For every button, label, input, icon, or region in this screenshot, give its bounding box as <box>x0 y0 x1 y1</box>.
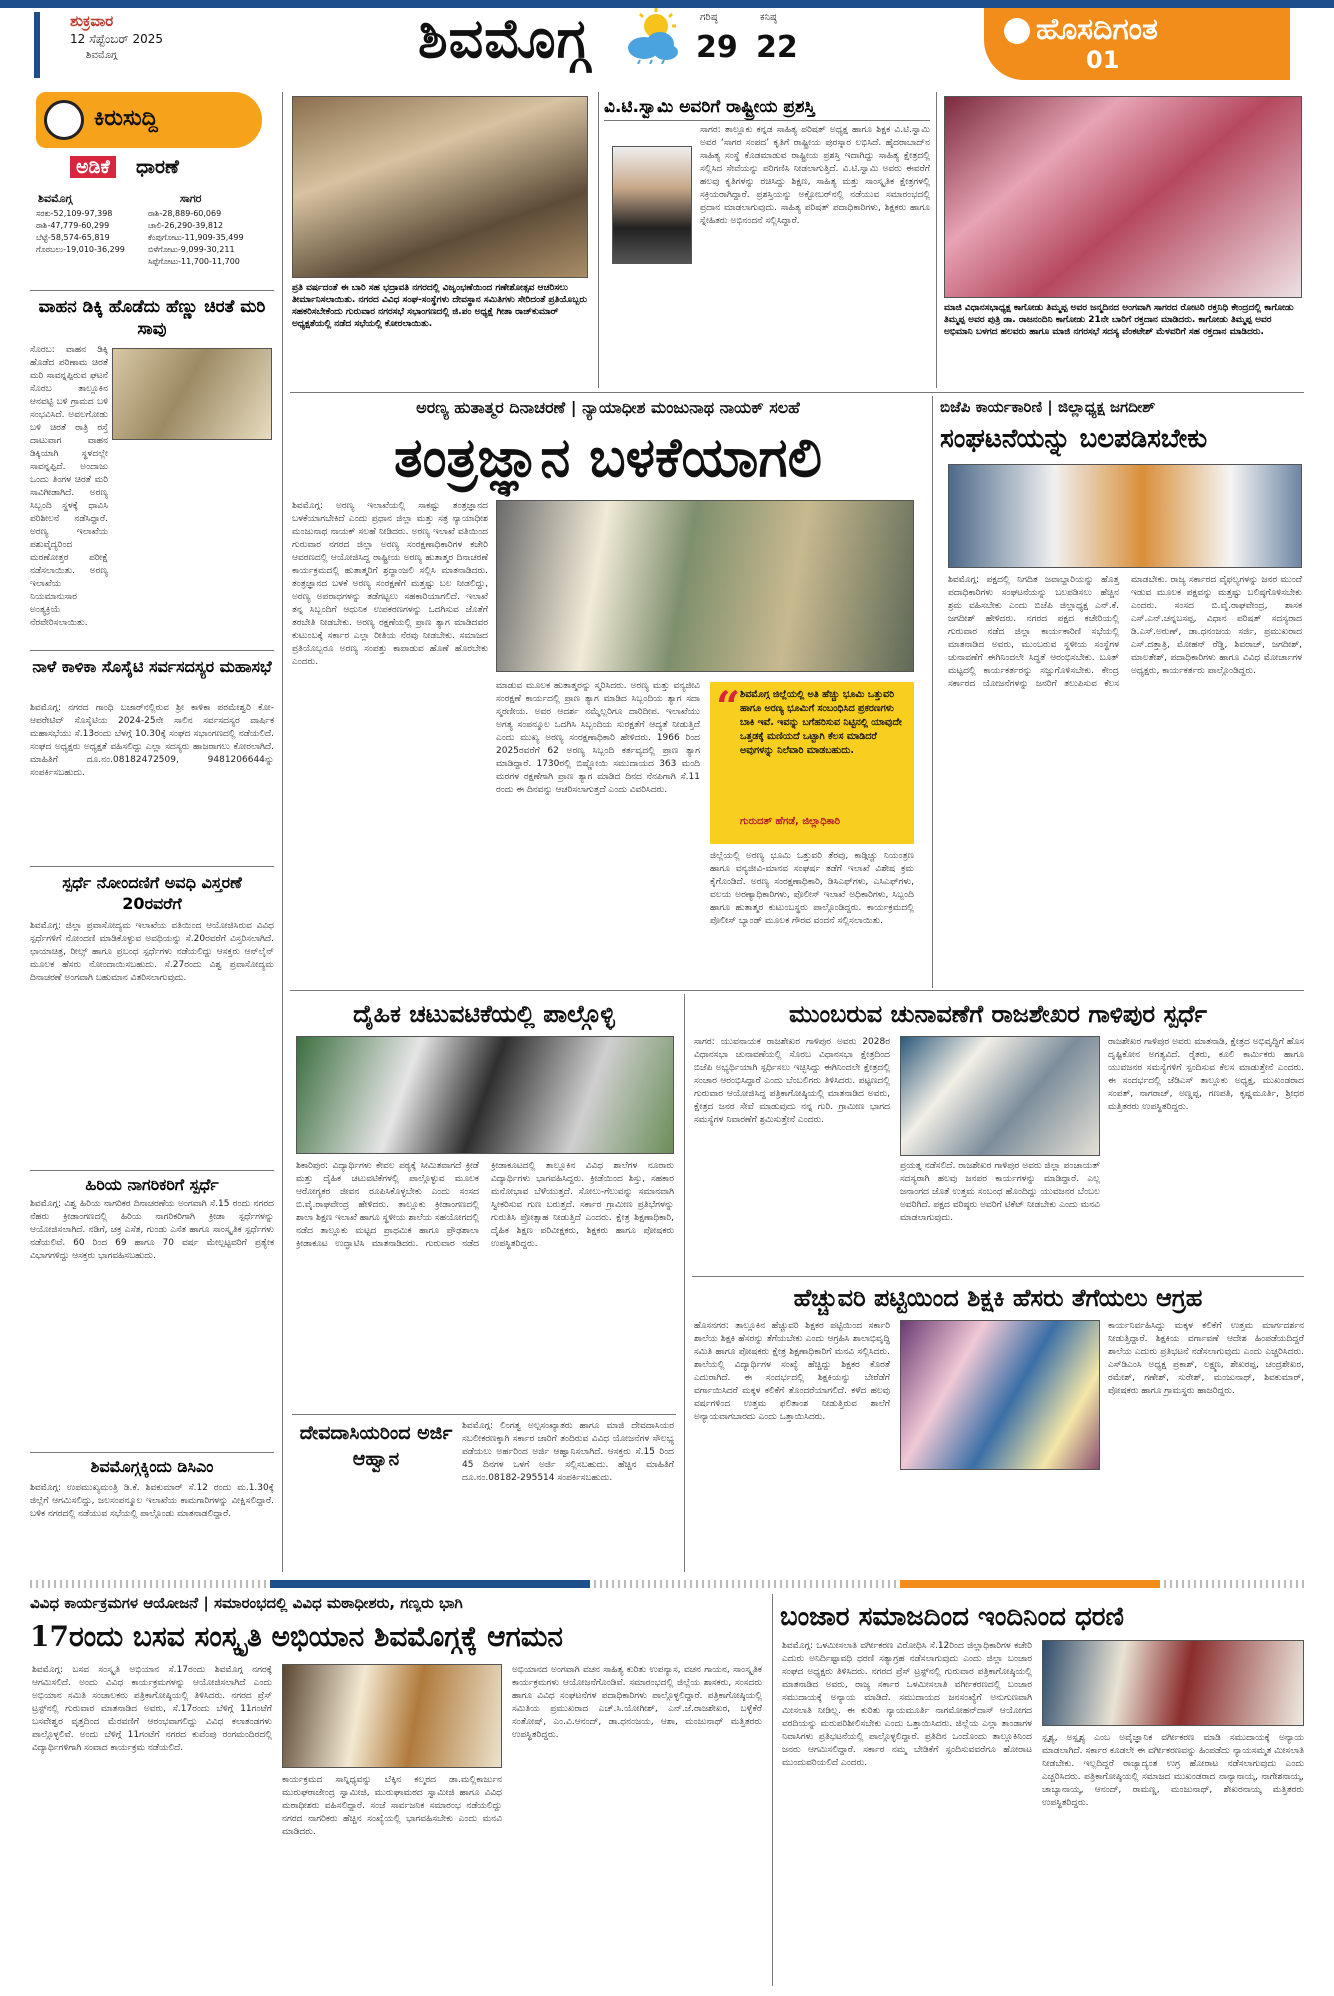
price-row: ರಾಶಿ-28,889-60,069 <box>148 209 222 218</box>
quote-author: ಗುರುದತ್ ಹೆಗಡೆ, ಜಿಲ್ಲಾಧಿಕಾರಿ <box>740 816 841 827</box>
lead-kicker: ಅರಣ್ಯ ಹುತಾತ್ಮರ ದಿನಾಚರಣೆ | ನ್ಯಾಯಾಧೀಶ ಮಂಜುನಾಥ ನಾಯಕ್ ಸಲಹೆ <box>416 398 800 417</box>
basava-body: ಶಿವಮೊಗ್ಗ: ಬಸವ ಸಂಸ್ಕೃತಿ ಅಭಿಯಾನ ಸೆ.17ರಂದು ಶಿವಮೊಗ್ಗ ನಗರಕ್ಕೆ ಆಗಮಿಸಲಿದೆ. ಅಂದು ವಿವಿಧ ಕಾರ್ಯಕ್ರಮಗಳನ್ನು ಆಯೋಜಿಸಲಾಗಿದೆ ಎಂದು ಅಭಿಯಾನ ಸಮಿತಿ ಸಂಚಾಲಕರು ಪತ್ರಿಕಾಗೋಷ್ಠಿಯಲ್ಲಿ ತಿಳಿಸಿದರು. ನಗರದ ಪ್ರೆಸ್ ಟ್ರಸ್ಟ್‌ನಲ್ಲಿ ಗುರುವಾರ ಮಾತನಾಡಿದ ಅವರು, ಸೆ.17ರಂದು ಬೆಳಿಗ್ಗೆ 11ಗಂಟೆಗೆ ಬಸವೇಶ್ವರ ವೃತ್ತದಿಂದ ಮೆರವಣಿಗೆ ಆರಂಭವಾಗಲಿದ್ದು ವಿವಿಧ ಕಲಾತಂಡಗಳು ಪಾಲ್ಗೊಳ್ಳಲಿವೆ. ಅಂದು ಬೆಳಿಗ್ಗೆ 11ಗಂಟೆಗೆ ನಗರದ ಕುವೆಂಪು ರಂಗಮಂದಿರದಲ್ಲಿ ವಿದ್ಯಾರ್ಥಿಗಳಿಗಾಗಿ ಸಂವಾದ ಕಾರ್ಯಕ್ರಮ ನಡೆಯಲಿದೆ. <box>32 1665 272 1753</box>
story-headline: ಶಿವಮೊಗ್ಗಕ್ಕಿಂದು ಡಿಸಿಎಂ <box>90 1457 214 1476</box>
price-row: ರಾಶಿ-47,779-60,299 <box>36 221 110 230</box>
election-body: ರಾಜಶೇಖರ ಗಾಳಿಪುರ ಅವರು ಮಾತನಾಡಿ, ಕ್ಷೇತ್ರದ ಅಭಿವೃದ್ಧಿಗೆ ಹೊಸ ದೃಷ್ಟಿಕೋನ ಅಗತ್ಯವಿದೆ. ರೈತರು, ಕೂಲಿ ಕಾರ್ಮಿಕರು ಹಾಗೂ ಯುವಜನರ ಸಮಸ್ಯೆಗಳಿಗೆ ಸ್ಪಂದಿಸುವ ಕೆಲಸ ಮಾಡುತ್ತೇನೆ ಎಂದರು. ಈ ಸಂದರ್ಭದಲ್ಲಿ ಜೆಡಿಎಸ್ ತಾಲ್ಲೂಕು ಅಧ್ಯಕ್ಷ, ಮುಖಂಡರಾದ ಸಂಪತ್, ನಾಗರಾಜ್, ಅಣ್ಣಪ್ಪ, ಗಣಪತಿ, ಕೃಷ್ಣಮೂರ್ತಿ, ಶ್ರೀಧರ ಮತ್ತಿತರರು ಉಪಸ್ಥಿತರಿದ್ದರು. <box>1108 1037 1304 1112</box>
bjp-headline: ಸಂಘಟನೆಯನ್ನು ಬಲಪಡಿಸಬೇಕು <box>940 424 1208 454</box>
basava-headline: 17ರಂದು ಬಸವ ಸಂಸ್ಕೃತಿ ಅಭಿಯಾನ ಶಿವಮೊಗ್ಗಕ್ಕೆ ಆಗಮನ <box>30 1620 563 1653</box>
market-left-list <box>36 208 154 256</box>
masthead <box>0 0 1334 86</box>
issue-day: ಶುಕ್ರವಾರ <box>70 12 114 30</box>
kirusuddi-banner <box>36 92 262 148</box>
election-photo <box>900 1036 1100 1156</box>
price-row: ಸಿಪ್ಪೆಗೋಟು-11,700-11,700 <box>148 257 240 266</box>
weather-min-label: ಕನಿಷ್ಠ <box>760 12 777 23</box>
section-divider-accent <box>270 1580 590 1588</box>
banjara-photo <box>1042 1640 1304 1726</box>
teachers-body: ಕಾರ್ಯನಿರ್ವಹಿಸಿದ್ದು ಮಕ್ಕಳ ಕಲಿಕೆಗೆ ಉತ್ತಮ ಮಾರ್ಗದರ್ಶನ ನೀಡುತ್ತಿದ್ದಾರೆ. ಶಿಕ್ಷಕಿಯ ವರ್ಗಾವಣೆ ಆದೇಶ ಹಿಂಪಡೆಯದಿದ್ದರೆ ಶಾಲೆಯ ಎದುರು ಪ್ರತಿಭಟನೆ ನಡೆಸಲಾಗುವುದು ಎಂದು ಎಚ್ಚರಿಸಿದರು. ಎಸ್‌ಡಿಎಂಸಿ ಅಧ್ಯಕ್ಷ ಪ್ರಕಾಶ್, ಲಕ್ಷ್ಮಣ, ಶೇಖರಪ್ಪ, ಚಂದ್ರಶೇಖರ, ರಮೇಶ್, ಗಣೇಶ್, ಸುರೇಶ್, ಮಂಜುನಾಥ್, ಶಿವಕುಮಾರ್, ಪೋಷಕರು ಹಾಗೂ ಗ್ರಾಮಸ್ಥರು ಹಾಜರಿದ್ದರು. <box>1108 1321 1304 1396</box>
bjp-kicker: ಬಿಜೆಪಿ ಕಾರ್ಯಕಾರಿಣಿ | ಜಿಲ್ಲಾಧ್ಯಕ್ಷ ಜಗದೀಶ್ <box>940 398 1156 416</box>
page-number: 01 <box>1086 46 1120 74</box>
edition-name: ಶಿವಮೊಗ್ಗ <box>86 50 118 61</box>
adike-label: ಅಡಿಕೆ <box>70 156 116 178</box>
price-row: ಚಾಲಿ-26,290-39,812 <box>148 221 224 230</box>
hand-icon <box>44 100 84 140</box>
story-body: ಶಿವಮೊಗ್ಗ: ವಿಶ್ವ ಹಿರಿಯ ನಾಗರಿಕರ ದಿನಾಚರಣೆಯ ಅಂಗವಾಗಿ ಸೆ.15 ರಂದು ನಗರದ ನೆಹರು ಕ್ರೀಡಾಂಗಣದಲ್ಲಿ ಹಿರಿಯ ನಾಗರಿಕರಿಗಾಗಿ ಕ್ರೀಡಾ ಸ್ಪರ್ಧೆಗಳನ್ನು ಆಯೋಜಿಸಲಾಗಿದೆ. ನಡಿಗೆ, ಚಕ್ರ ಎಸೆತ, ಗುಂಡು ಎಸೆತ ಹಾಗೂ ಸಾಂಸ್ಕೃತಿಕ ಸ್ಪರ್ಧೆಗಳು ನಡೆಯಲಿವೆ. 60 ರಿಂದ 69 ಹಾಗೂ 70 ವರ್ಷ ಮೇಲ್ಪಟ್ಟವರಿಗೆ ಪ್ರತ್ಯೇಕ ವಿಭಾಗಗಳಿದ್ದು ಆಸಕ್ತರು ಭಾಗವಹಿಸಬಹುದು. <box>30 1199 274 1261</box>
story-body-cont <box>30 444 274 646</box>
bjp-body: ಶಿವಮೊಗ್ಗ: ಪಕ್ಷದಲ್ಲಿ ನಿಗದಿತ ಜವಾಬ್ದಾರಿಯನ್ನು ಹೊತ್ತ ಪದಾಧಿಕಾರಿಗಳು ಸಂಘಟನೆಯನ್ನು ಬಲಪಡಿಸಲು ಹೆಚ್ಚಿನ ಶ್ರಮ ವಹಿಸಬೇಕು ಎಂದು ಬಿಜೆಪಿ ಜಿಲ್ಲಾಧ್ಯಕ್ಷ ಎನ್.ಕೆ. ಜಗದೀಶ್ ಹೇಳಿದರು. ನಗರದ ಪಕ್ಷದ ಕಚೇರಿಯಲ್ಲಿ ಗುರುವಾರ ನಡೆದ ಜಿಲ್ಲಾ ಕಾರ್ಯಕಾರಿಣಿ ಸಭೆಯಲ್ಲಿ ಮಾತನಾಡಿದ ಅವರು, ಮುಂಬರುವ ಸ್ಥಳೀಯ ಸಂಸ್ಥೆಗಳ ಚುನಾವಣೆಗೆ ಈಗಿನಿಂದಲೇ ಸಿದ್ಧತೆ ಆರಂಭಿಸಬೇಕು. ಬೂತ್ ಮಟ್ಟದಲ್ಲಿ ಕಾರ್ಯಕರ್ತರನ್ನು ಸಜ್ಜುಗೊಳಿಸಬೇಕು. ಕೇಂದ್ರ ಸರ್ಕಾರದ ಯೋಜನೆಗಳನ್ನು ಜನರಿಗೆ ತಲುಪಿಸುವ ಕೆಲಸ ಮಾಡಬೇಕು. ರಾಜ್ಯ ಸರ್ಕಾರದ ವೈಫಲ್ಯಗಳನ್ನು ಜನರ ಮುಂದೆ ಇಡುವ ಮೂಲಕ ಪಕ್ಷವನ್ನು ಮತ್ತಷ್ಟು ಬಲಿಷ್ಠಗೊಳಿಸಬೇಕು ಎಂದರು. ಸಂಸದ ಬಿ.ವೈ.ರಾಘವೇಂದ್ರ, ಶಾಸಕ ಎಸ್.ಎನ್.ಚನ್ನಬಸಪ್ಪ, ವಿಧಾನ ಪರಿಷತ್ ಸದಸ್ಯರಾದ ಡಿ.ಎಸ್.ಅರುಣ್, ಡಾ.ಧನಂಜಯ ಸರ್ಜಿ, ಪ್ರಮುಖರಾದ ಎಸ್.ದತ್ತಾತ್ರಿ, ಮೋಹನ್ ರೆಡ್ಡಿ, ಶಿವರಾಜ್, ಜಗದೀಶ್, ಮಾಲತೇಶ್, ಪದಾಧಿಕಾರಿಗಳು ಹಾಗೂ ವಿವಿಧ ಮೋರ್ಚಾಗಳ ಅಧ್ಯಕ್ಷರು, ಕಾರ್ಯಕರ್ತರು ಪಾಲ್ಗೊಂಡಿದ್ದರು. <box>948 575 1302 689</box>
lead-headline: ತಂತ್ರಜ್ಞಾನ ಬಳಕೆಯಾಗಲಿ <box>394 425 822 489</box>
teachers-headline: ಹೆಚ್ಚುವರಿ ಪಟ್ಟಿಯಿಂದ ಶಿಕ್ಷಕಿ ಹೆಸರು ತೆಗೆಯಲು ಆಗ್ರಹ <box>793 1284 1203 1312</box>
weather-max: 29 <box>696 30 738 65</box>
photo-caption: ಪ್ರತಿ ವರ್ಷದಂತೆ ಈ ಬಾರಿ ಸಹ ಭದ್ರಾವತಿ ನಗರದಲ್ಲಿ ವಿಜೃಂಭಣೆಯಿಂದ ಗಣೇಶೋತ್ಸವ ಆಚರಿಸಲು ತೀರ್ಮಾನಿಸಲಾಯಿತು. ನಗರದ ವಿವಿಧ ಸಂಘ-ಸಂಸ್ಥೆಗಳು ದೇವಸ್ಥಾನ ಸಮಿತಿಗಳು ಸೇರಿದಂತೆ ಪ್ರತಿಯೊಬ್ಬರು ಸಹಕರಿಸಬೇಕೆಂದು ಗುರುವಾರ ನಗರಸಭೆ ಸಭಾಂಗಣದಲ್ಲಿ ಜಿ.ಪಂ ಅಧ್ಯಕ್ಷೆ ಗೀತಾ ರಾಜ್‌ಕುಮಾರ್ ಅಧ್ಯಕ್ಷತೆಯಲ್ಲಿ ನಡೆದ ಸಭೆಯಲ್ಲಿ ಕೋರಲಾಯಿತು. <box>292 283 588 329</box>
election-body: ಪ್ರಯತ್ನ ನಡೆಸಲಿದೆ. ರಾಜಶೇಖರ ಗಾಳಿಪುರ ಅವರು ಜಿಲ್ಲಾ ಪಂಚಾಯತ್ ಸದಸ್ಯರಾಗಿ ಹಲವು ಜನಪರ ಕಾರ್ಯಗಳನ್ನು ಮಾಡಿದ್ದಾರೆ. ಎಲ್ಲ ಜನಾಂಗದ ಜೊತೆ ಉತ್ತಮ ಸಂಬಂಧ ಹೊಂದಿದ್ದು ಯುವಜನರ ಬೆಂಬಲ ಅವರಿಗಿದೆ. ಪಕ್ಷದ ವರಿಷ್ಠರು ಅವರಿಗೆ ಟಿಕೆಟ್ ನೀಡಬೇಕು ಎಂದು ಮನವಿ ಮಾಡಲಾಗುವುದು. <box>900 1161 1100 1223</box>
paper-logo <box>984 8 1290 80</box>
election-headline: ಮುಂಬರುವ ಚುನಾವಣೆಗೆ ರಾಜಶೇಖರ ಗಾಳಿಪುರ ಸ್ಪರ್ಧೆ <box>789 1000 1207 1028</box>
price-row: ಗೊರಬಲು-19,010-36,299 <box>36 245 125 254</box>
market-right-name: ಸಾಗರ <box>180 192 202 205</box>
quote-text: ಶಿವಮೊಗ್ಗ ಜಿಲ್ಲೆಯಲ್ಲಿ ಅತಿ ಹೆಚ್ಚು ಭೂಮಿ ಒತ್ತುವರಿ ಹಾಗೂ ಅರಣ್ಯ ಭೂಮಿಗೆ ಸಂಬಂಧಿಸಿದ ಪ್ರಕರಣಗಳು ಬಾಕಿ ಇವೆ. ಇವನ್ನು ಬಗೆಹರಿಸುವ ನಿಟ್ಟಿನಲ್ಲಿ ಯಾವುದೇ ಒತ್ತಡಕ್ಕೆ ಮಣಿಯದೆ ಒಟ್ಟಾಗಿ ಕೆಲಸ ಮಾಡಿದರೆ ಅವುಗಳನ್ನು ನಿಲೆವಾರಿ ಮಾಡಬಹುದು. <box>740 689 902 756</box>
quote-box <box>710 682 914 844</box>
blood-donation-photo <box>944 96 1302 298</box>
weather-min: 22 <box>756 30 798 65</box>
left-column <box>30 294 274 1574</box>
price-row: ಸರಕು-52,109-97,398 <box>36 209 113 218</box>
market-right-list <box>148 208 274 268</box>
city-title: ಶಿವಮೊಗ್ಗ <box>418 6 590 70</box>
meeting-photo <box>292 96 588 278</box>
bjp-photo <box>948 464 1302 568</box>
award-headline: ವಿ.ಟಿ.ಸ್ವಾಮಿ ಅವರಿಗೆ ರಾಷ್ಟ್ರೀಯ ಪ್ರಶಸ್ತಿ <box>604 97 815 117</box>
logo-emblem-icon <box>1004 18 1030 44</box>
leopard-photo <box>112 348 272 440</box>
market-left-name: ಶಿವಮೊಗ್ಗ <box>38 192 73 205</box>
kirusuddi-box <box>30 92 274 288</box>
lead-body: ಮಾಡುವ ಮೂಲಕ ಹುತಾತ್ಮರನ್ನು ಸ್ಮರಿಸಿದರು. ಅರಣ್ಯ ಮತ್ತು ವನ್ಯಜೀವಿ ಸಂರಕ್ಷಣೆ ಕಾರ್ಯದಲ್ಲಿ ಪ್ರಾಣ ತ್ಯಾಗ ಮಾಡಿದ ಸಿಬ್ಬಂದಿಯ ತ್ಯಾಗ ಸದಾ ಸ್ಮರಣೀಯ. ಅವರ ಆದರ್ಶ ನಮ್ಮೆಲ್ಲರಿಗೂ ದಾರಿದೀಪ. ಇಲಾಖೆಯು ಅಗತ್ಯ ಸಂಪನ್ಮೂಲ ಒದಗಿಸಿ ಸಿಬ್ಬಂದಿಯ ಸುರಕ್ಷತೆಗೆ ಆದ್ಯತೆ ನೀಡುತ್ತಿದೆ ಎಂದು ಮುಖ್ಯ ಅರಣ್ಯ ಸಂರಕ್ಷಣಾಧಿಕಾರಿ ಹೇಳಿದರು. 1966 ರಿಂದ 2025ರವರೆಗೆ 62 ಅರಣ್ಯ ಸಿಬ್ಬಂದಿ ಕರ್ತವ್ಯದಲ್ಲಿ ಪ್ರಾಣ ತ್ಯಾಗ ಮಾಡಿದ್ದಾರೆ. 1730ರಲ್ಲಿ ಬಿಷ್ಣೋಯಿ ಸಮುದಾಯದ 363 ಮಂದಿ ಮರಗಳ ರಕ್ಷಣೆಗಾಗಿ ಪ್ರಾಣ ತ್ಯಾಗ ಮಾಡಿದ ದಿನದ ನೆನಪಿಗಾಗಿ ಸೆ.11 ರಂದು ಈ ದಿನವನ್ನು ಆಚರಿಸಲಾಗುತ್ತದೆ ಎಂದು ವಿವರಿಸಿದರು. <box>496 681 700 795</box>
story-headline: ಸ್ಪರ್ಧೆ ನೋಂದಣಿಗೆ ಅವಧಿ ವಿಸ್ತರಣೆ 20ರವರೆಗೆ <box>62 873 242 913</box>
banjara-body: ಶಿವಮೊಗ್ಗ: ಒಳಮೀಸಲಾತಿ ವರ್ಗೀಕರಣ ವಿರೋಧಿಸಿ ಸೆ.12ರಿಂದ ಜಿಲ್ಲಾಧಿಕಾರಿಗಳ ಕಚೇರಿ ಎದುರು ಅನಿರ್ದಿಷ್ಟಾವಧಿ ಧರಣಿ ಸತ್ಯಾಗ್ರಹ ನಡೆಸಲಾಗುವುದು ಎಂದು ಜಿಲ್ಲಾ ಬಂಜಾರ ಸಂಘದ ಅಧ್ಯಕ್ಷರು ತಿಳಿಸಿದರು. ನಗರದ ಪ್ರೆಸ್ ಟ್ರಸ್ಟ್‌ನಲ್ಲಿ ಗುರುವಾರ ಪತ್ರಿಕಾಗೋಷ್ಠಿಯಲ್ಲಿ ಮಾತನಾಡಿದ ಅವರು, ರಾಜ್ಯ ಸರ್ಕಾರ ಒಳಮೀಸಲಾತಿ ವರ್ಗೀಕರಣದಲ್ಲಿ ಬಂಜಾರ ಸಮುದಾಯಕ್ಕೆ ಅನ್ಯಾಯ ಮಾಡಿದೆ. ಸಮುದಾಯದ ಜನಸಂಖ್ಯೆಗೆ ಅನುಗುಣವಾಗಿ ಮೀಸಲಾತಿ ನೀಡಿಲ್ಲ. ಈ ಕುರಿತು ನ್ಯಾಯಮೂರ್ತಿ ನಾಗಮೋಹನ್‌ದಾಸ್ ಆಯೋಗದ ವರದಿಯನ್ನು ಮರುಪರಿಶೀಲಿಸಬೇಕು ಎಂದು ಒತ್ತಾಯಿಸಿದರು. ಜಿಲ್ಲೆಯ ಎಲ್ಲಾ ತಾಂಡಾಗಳ ನಿವಾಸಿಗಳು ಪ್ರತಿಭಟನೆಯಲ್ಲಿ ಪಾಲ್ಗೊಳ್ಳಲಿದ್ದಾರೆ. ಪ್ರತಿದಿನ ಒಂದೊಂದು ತಾಲ್ಲೂಕಿನಿಂದ ಜನರು ಆಗಮಿಸಲಿದ್ದಾರೆ. ಸರ್ಕಾರ ನಮ್ಮ ಬೇಡಿಕೆಗೆ ಸ್ಪಂದಿಸುವವರೆಗೂ ಹೋರಾಟ ಮುಂದುವರಿಯಲಿದೆ ಎಂದರು. <box>782 1641 1032 1768</box>
price-row: ಕೆಂಪುಗೋಟು-11,909-35,499 <box>148 233 244 242</box>
sports-headline: ದೈಹಿಕ ಚಟುವಟಿಕೆಯಲ್ಲಿ ಪಾಲ್ಗೊಳ್ಳಿ <box>353 1000 615 1028</box>
basava-body: ಅಭಿಯಾನದ ಅಂಗವಾಗಿ ವಚನ ಸಾಹಿತ್ಯ ಕುರಿತು ಉಪನ್ಯಾಸ, ವಚನ ಗಾಯನ, ಸಾಂಸ್ಕೃತಿಕ ಕಾರ್ಯಕ್ರಮಗಳು ಆಯೋಜನೆಗೊಂಡಿವೆ. ಸಮಾರಂಭದಲ್ಲಿ ಜಿಲ್ಲೆಯ ಶಾಸಕರು, ಸಂಸದರು ಹಾಗೂ ವಿವಿಧ ಸಂಘಟನೆಗಳ ಪದಾಧಿಕಾರಿಗಳು ಪಾಲ್ಗೊಳ್ಳಲಿದ್ದಾರೆ. ಪತ್ರಿಕಾಗೋಷ್ಠಿಯಲ್ಲಿ ಸಮಿತಿಯ ಪ್ರಮುಖರಾದ ಎಚ್.ಸಿ.ಯೋಗೀಶ್, ಎನ್.ಜೆ.ರಾಜಶೇಖರ, ಬಳ್ಳೆಕೆರೆ ಸಂತೋಷ್, ಎಂ.ವಿ.ಆನಂದ್, ಡಾ.ಧನಂಜಯ, ಆಶಾ, ಮಂಜುನಾಥ್ ಮತ್ತಿತರರು ಉಪಸ್ಥಿತರಿದ್ದರು. <box>512 1665 762 1740</box>
quote-mark-icon: “ <box>716 682 741 731</box>
devadasi-body: ಶಿವಮೊಗ್ಗ: ಲಿಂಗತ್ವ ಅಲ್ಪಸಂಖ್ಯಾತರು ಹಾಗೂ ಮಾಜಿ ದೇವದಾಸಿಯರ ಸಬಲೀಕರಣಕ್ಕಾಗಿ ಸರ್ಕಾರ ಜಾರಿಗೆ ತಂದಿರುವ ವಿವಿಧ ಯೋಜನೆಗಳ ಸೌಲಭ್ಯ ಪಡೆಯಲು ಅರ್ಹರಿಂದ ಅರ್ಜಿ ಆಹ್ವಾನಿಸಲಾಗಿದೆ. ಆಸಕ್ತರು ಸೆ.15 ರಿಂದ 45 ದಿನಗಳ ಒಳಗೆ ಅರ್ಜಿ ಸಲ್ಲಿಸಬಹುದು. ಹೆಚ್ಚಿನ ಮಾಹಿತಿಗೆ ದೂ.ನಂ.08182-295514 ಸಂಪರ್ಕಿಸಬಹುದು. <box>462 1421 674 1483</box>
price-row: ಬೆಟ್ಟೆ-58,574-65,819 <box>36 233 110 242</box>
story-body: ಶಿವಮೊಗ್ಗ: ಜಿಲ್ಲಾ ಪ್ರವಾಸೋದ್ಯಮ ಇಲಾಖೆಯ ವತಿಯಿಂದ ಆಯೋಜಿಸಿರುವ ವಿವಿಧ ಸ್ಪರ್ಧೆಗಳಿಗೆ ನೋಂದಣಿ ಮಾಡಿಕೊಳ್ಳುವ ಅವಧಿಯನ್ನು ಸೆ.20ರವರೆಗೆ ವಿಸ್ತರಿಸಲಾಗಿದೆ. ಛಾಯಾಚಿತ್ರ, ರೀಲ್ಸ್ ಹಾಗೂ ಪ್ರಬಂಧ ಸ್ಪರ್ಧೆಗಳು ನಡೆಯಲಿದ್ದು ಆಸಕ್ತರು ಆನ್‌ಲೈನ್ ಮೂಲಕ ಹೆಸರು ನೋಂದಾಯಿಸಬಹುದು. ಸೆ.27ರಂದು ವಿಶ್ವ ಪ್ರವಾಸೋದ್ಯಮ ದಿನಾಚರಣೆ ಅಂಗವಾಗಿ ಬಹುಮಾನ ವಿತರಿಸಲಾಗುವುದು. <box>30 921 274 983</box>
story-body: ಸೊರಬ: ವಾಹನ ಡಿಕ್ಕಿ ಹೊಡೆದ ಪರಿಣಾಮ ಚಿರತೆ ಮರಿ ಸಾವನ್ನಪ್ಪಿರುವ ಘಟನೆ ಸೊರಬ ತಾಲ್ಲೂಕಿನ ಆನವಟ್ಟಿ ಬಳಿ ಗ್ರಾಮದ ಬಳಿ ಸಂಭವಿಸಿದೆ. ಅವಲಗೋಡು ಬಳಿ ಚಿರತೆ ರಾತ್ರಿ ರಸ್ತೆ ದಾಟುವಾಗ ವಾಹನ ಡಿಕ್ಕಿಯಾಗಿ ಸ್ಥಳದಲ್ಲೇ ಸಾವನ್ನಪ್ಪಿದೆ. ಅಂದಾಜು ಒಂದು ತಿಂಗಳ ಚಿರತೆ ಮರಿ ಸಾವಿಗೀಡಾಗಿದೆ. ಅರಣ್ಯ ಸಿಬ್ಬಂದಿ ಸ್ಥಳಕ್ಕೆ ಧಾವಿಸಿ ಪರಿಶೀಲನೆ ನಡೆಸಿದ್ದಾರೆ. ಅರಣ್ಯ ಇಲಾಖೆಯ ಪಶುವೈದ್ಯರಿಂದ ಮರಣೋತ್ತರ ಪರೀಕ್ಷೆ ನಡೆಸಲಾಯಿತು. ಅರಣ್ಯ ಇಲಾಖೆಯ ನಿಯಮಾನುಸಾರ ಅಂತ್ಯಕ್ರಿಯೆ ನೆರವೇರಿಸಲಾಯಿತು. <box>30 345 108 628</box>
story-headline: ವಾಹನ ಡಿಕ್ಕಿ ಹೊಡೆದು ಹೆಣ್ಣು ಚಿರತೆ ಮರಿ ಸಾವು <box>38 297 266 339</box>
basava-body: ಕಾರ್ಯಕ್ರಮದ ಸಾನ್ನಿಧ್ಯವನ್ನು ಬೆಕ್ಕಿನ ಕಲ್ಮಠದ ಡಾ.ಮಲ್ಲಿಕಾರ್ಜುನ ಮುರುಘರಾಜೇಂದ್ರ ಸ್ವಾಮೀಜಿ, ಮುರುಘಾಮಠದ ಸ್ವಾಮೀಜಿ ಹಾಗೂ ವಿವಿಧ ಮಠಾಧೀಶರು ವಹಿಸಲಿದ್ದಾರೆ. ಸಂಜೆ ಸಾರ್ವಜನಿಕ ಸಮಾರಂಭ ನಡೆಯಲಿದ್ದು ನಗರದ ನಾಗರಿಕರು ಹೆಚ್ಚಿನ ಸಂಖ್ಯೆಯಲ್ಲಿ ಭಾಗವಹಿಸಬೇಕು ಎಂದು ಮನವಿ ಮಾಡಿದರು. <box>282 1775 502 1837</box>
lead-photo <box>496 500 914 672</box>
election-body: ಸಾಗರ: ಯುವನಾಯಕ ರಾಜಶೇಖರ ಗಾಳಿಪುರ ಅವರು 2028ರ ವಿಧಾನಸಭಾ ಚುನಾವಣೆಯಲ್ಲಿ ಸೊರಬ ವಿಧಾನಸಭಾ ಕ್ಷೇತ್ರದಿಂದ ಬಿಜೆಪಿ ಅಭ್ಯರ್ಥಿಯಾಗಿ ಸ್ಪರ್ಧಿಸಲು ಇಚ್ಛಿಸಿದ್ದು ಈಗಿನಿಂದಲೇ ಕ್ಷೇತ್ರದಲ್ಲಿ ಸಂಚಾರ ಆರಂಭಿಸಿದ್ದಾರೆ ಎಂದು ಬೆಂಬಲಿಗರು ತಿಳಿಸಿದರು. ಪಟ್ಟಣದಲ್ಲಿ ಗುರುವಾರ ಆಯೋಜಿಸಿದ್ದ ಪತ್ರಿಕಾಗೋಷ್ಠಿಯಲ್ಲಿ ಮಾತನಾಡಿದ ಅವರು, ಕ್ಷೇತ್ರದ ಜನರ ಸೇವೆ ಮಾಡುವುದು ನನ್ನ ಗುರಿ. ಗ್ರಾಮೀಣ ಭಾಗದ ಸಮಸ್ಯೆಗಳ ನಿವಾರಣೆಗೆ ಶ್ರಮಿಸುತ್ತೇನೆ ಎಂದರು. <box>694 1037 890 1125</box>
sports-body: ಶಿಕಾರಿಪುರ: ವಿದ್ಯಾರ್ಥಿಗಳು ಕೇವಲ ಪಠ್ಯಕ್ಕೆ ಸೀಮಿತವಾಗದೆ ಕ್ರೀಡೆ ಮತ್ತು ದೈಹಿಕ ಚಟುವಟಿಕೆಗಳಲ್ಲಿ ಪಾಲ್ಗೊಳ್ಳುವ ಮೂಲಕ ಆರೋಗ್ಯಕರ ಜೀವನ ರೂಪಿಸಿಕೊಳ್ಳಬೇಕು ಎಂದು ಸಂಸದ ಬಿ.ವೈ.ರಾಘವೇಂದ್ರ ಹೇಳಿದರು. ತಾಲ್ಲೂಕು ಕ್ರೀಡಾಂಗಣದಲ್ಲಿ ಶಾಲಾ ಶಿಕ್ಷಣ ಇಲಾಖೆ ಹಾಗೂ ಸ್ಥಳೀಯ ಶಾಲೆಯ ಸಹಯೋಗದಲ್ಲಿ ನಡೆದ ತಾಲ್ಲೂಕು ಮಟ್ಟದ ಪ್ರಾಥಮಿಕ ಹಾಗೂ ಪ್ರೌಢಶಾಲಾ ಕ್ರೀಡಾಕೂಟ ಉದ್ಘಾಟಿಸಿ ಮಾತನಾಡಿದರು. ಗುರುವಾರ ನಡೆದ ಕ್ರೀಡಾಕೂಟದಲ್ಲಿ ತಾಲ್ಲೂಕಿನ ವಿವಿಧ ಶಾಲೆಗಳ ನೂರಾರು ವಿದ್ಯಾರ್ಥಿಗಳು ಭಾಗವಹಿಸಿದ್ದರು. ಕ್ರೀಡೆಯಿಂದ ಶಿಸ್ತು, ಸಹಕಾರ ಮನೋಭಾವ ಬೆಳೆಯುತ್ತದೆ. ಸೋಲು-ಗೆಲುವನ್ನು ಸಮಾನವಾಗಿ ಸ್ವೀಕರಿಸುವ ಗುಣ ಬರುತ್ತದೆ. ಸರ್ಕಾರ ಗ್ರಾಮೀಣ ಪ್ರತಿಭೆಗಳನ್ನು ಗುರುತಿಸಿ ಪ್ರೋತ್ಸಾಹ ನೀಡುತ್ತಿದೆ ಎಂದರು. ಕ್ಷೇತ್ರ ಶಿಕ್ಷಣಾಧಿಕಾರಿ, ದೈಹಿಕ ಶಿಕ್ಷಣ ಪರಿವೀಕ್ಷಕರು, ಶಿಕ್ಷಕರು ಹಾಗೂ ಪೋಷಕರು ಉಪಸ್ಥಿತರಿದ್ದರು. <box>296 1161 674 1249</box>
teachers-body: ಹೊಸನಗರ: ತಾಲ್ಲೂಕಿನ ಹೆಚ್ಚುವರಿ ಶಿಕ್ಷಕರ ಪಟ್ಟಿಯಿಂದ ಸರ್ಕಾರಿ ಶಾಲೆಯ ಶಿಕ್ಷಕಿ ಹೆಸರನ್ನು ತೆಗೆಯಬೇಕು ಎಂದು ಆಗ್ರಹಿಸಿ ಶಾಲಾಭಿವೃದ್ಧಿ ಸಮಿತಿ ಹಾಗೂ ಪೋಷಕರು ಕ್ಷೇತ್ರ ಶಿಕ್ಷಣಾಧಿಕಾರಿಗೆ ಮನವಿ ಸಲ್ಲಿಸಿದರು. ಶಾಲೆಯಲ್ಲಿ ವಿದ್ಯಾರ್ಥಿಗಳ ಸಂಖ್ಯೆ ಹೆಚ್ಚಿದ್ದು ಶಿಕ್ಷಕರ ಕೊರತೆ ಎದುರಾಗಿದೆ. ಈ ಸಂದರ್ಭದಲ್ಲಿ ಶಿಕ್ಷಕಿಯನ್ನು ಬೇರೆಡೆಗೆ ವರ್ಗಾಯಿಸಿದರೆ ಮಕ್ಕಳ ಕಲಿಕೆಗೆ ತೊಂದರೆಯಾಗಲಿದೆ. ಕಳೆದ ಹಲವು ವರ್ಷಗಳಿಂದ ಉತ್ತಮ ಫಲಿತಾಂಶ ನೀಡುತ್ತಿರುವ ಶಾಲೆಗೆ ಅನ್ಯಾಯವಾಗಬಾರದು ಎಂದು ಒತ್ತಾಯಿಸಿದರು. <box>694 1321 890 1422</box>
sports-photo <box>296 1036 674 1154</box>
lead-body: ಜಿಲ್ಲೆಯಲ್ಲಿ ಅರಣ್ಯ ಭೂಮಿ ಒತ್ತುವರಿ ತೆರವು, ಕಾಡ್ಗಿಚ್ಚು ನಿಯಂತ್ರಣ ಹಾಗೂ ವನ್ಯಜೀವಿ-ಮಾನವ ಸಂಘರ್ಷ ತಡೆಗೆ ಇಲಾಖೆ ವಿಶೇಷ ಕ್ರಮ ಕೈಗೊಂಡಿದೆ. ಅರಣ್ಯ ಸಂರಕ್ಷಣಾಧಿಕಾರಿ, ಡಿಸಿಎಫ್‌ಗಳು, ಎಸಿಎಫ್‌ಗಳು, ವಲಯ ಅರಣ್ಯಾಧಿಕಾರಿಗಳು, ಪೊಲೀಸ್ ಇಲಾಖೆ ಅಧಿಕಾರಿಗಳು, ಸಿಬ್ಬಂದಿ ಹಾಗೂ ಹುತಾತ್ಮರ ಕುಟುಂಬಸ್ಥರು ಪಾಲ್ಗೊಂಡಿದ್ದರು. ಕಾರ್ಯಕ್ರಮದಲ್ಲಿ ಪೊಲೀಸ್ ಬ್ಯಾಂಡ್ ಮೂಲಕ ಗೌರವ ವಂದನೆ ಸಲ್ಲಿಸಲಾಯಿತು. <box>710 851 914 926</box>
banjara-body: ಸ್ಪೃಶ್ಯ, ಅಸ್ಪೃಶ್ಯ ಎಂಬ ಅವೈಜ್ಞಾನಿಕ ವರ್ಗೀಕರಣ ಮಾಡಿ ಸಮುದಾಯಕ್ಕೆ ಅನ್ಯಾಯ ಮಾಡಲಾಗಿದೆ. ಸರ್ಕಾರ ಕೂಡಲೇ ಈ ವರ್ಗೀಕರಣವನ್ನು ಹಿಂಪಡೆದು ನ್ಯಾಯಸಮ್ಮತ ಮೀಸಲಾತಿ ನೀಡಬೇಕು. ಇಲ್ಲದಿದ್ದರೆ ರಾಜ್ಯಾದ್ಯಂತ ಉಗ್ರ ಹೋರಾಟ ನಡೆಸಲಾಗುವುದು ಎಂದು ಎಚ್ಚರಿಸಿದರು. ಪತ್ರಿಕಾಗೋಷ್ಠಿಯಲ್ಲಿ ಸಮಾಜದ ಮುಖಂಡರಾದ ನಾನ್ಯಾನಾಯ್ಕ, ನಾಗೇಶನಾಯ್ಕ, ಚಾಬ್ಯಾನಾಯ್ಕ, ಆನಂದ್, ರಾಮಣ್ಣ, ಮಂಜುನಾಥ್, ಶೇಖರನಾಯ್ಕ ಮತ್ತಿತರರು ಉಪಸ್ಥಿತರಿದ್ದರು. <box>1042 1733 1304 1808</box>
dharane-label: ಧಾರಣೆ <box>136 156 179 178</box>
basava-photo <box>282 1664 502 1768</box>
devadasi-headline: ದೇವದಾಸಿಯರಿಂದ ಅರ್ಜಿ ಆಹ್ವಾನ <box>299 1422 453 1470</box>
weather-icon <box>622 8 684 64</box>
price-row: ಬಿಳೆಗೋಟು-9,099-30,211 <box>148 245 235 254</box>
weather-max-label: ಗರಿಷ್ಠ <box>700 12 718 23</box>
lead-body: ಶಿವಮೊಗ್ಗ: ಅರಣ್ಯ ಇಲಾಖೆಯಲ್ಲಿ ಸಾಕಷ್ಟು ತಂತ್ರಜ್ಞಾನದ ಬಳಕೆಯಾಗಬೇಕಿದೆ ಎಂದು ಪ್ರಧಾನ ಜಿಲ್ಲಾ ಮತ್ತು ಸತ್ರ ನ್ಯಾಯಾಧೀಶ ಮಂಜುನಾಥ ನಾಯಕ್ ಸಲಹೆ ನೀಡಿದರು. ಅರಣ್ಯ ಇಲಾಖೆ ವತಿಯಿಂದ ಗುರುವಾರ ನಗರದ ಜಿಲ್ಲಾ ಅರಣ್ಯ ಸಂರಕ್ಷಣಾಧಿಕಾರಿಗಳ ಕಚೇರಿ ಆವರಣದಲ್ಲಿ ಆಯೋಜಿಸಿದ್ದ ರಾಷ್ಟ್ರೀಯ ಅರಣ್ಯ ಹುತಾತ್ಮರ ದಿನಾಚರಣೆ ಕಾರ್ಯಕ್ರಮದಲ್ಲಿ ಹುತಾತ್ಮರಿಗೆ ಶ್ರದ್ಧಾಂಜಲಿ ಸಲ್ಲಿಸಿ ಮಾತನಾಡಿದರು. ತಂತ್ರಜ್ಞಾನದ ಬಳಕೆ ಅರಣ್ಯ ಸಂರಕ್ಷಣೆಗೆ ಮತ್ತಷ್ಟು ಬಲ ನೀಡಲಿದ್ದು, ಅರಣ್ಯ ಅಪರಾಧಗಳನ್ನು ತಡೆಗಟ್ಟಲು ಸಹಕಾರಿಯಾಗಲಿದೆ. ಇಲಾಖೆ ತನ್ನ ಸಿಬ್ಬಂದಿಗೆ ಆಧುನಿಕ ಉಪಕರಣಗಳನ್ನು ಒದಗಿಸುವ ಜೊತೆಗೆ ತರಬೇತಿ ನೀಡಬೇಕು. ಅರಣ್ಯ ರಕ್ಷಣೆಯಲ್ಲಿ ಪ್ರಾಣ ತ್ಯಾಗ ಮಾಡಿದವರ ಕುಟುಂಬಕ್ಕೆ ಸರ್ಕಾರ ಎಲ್ಲಾ ರೀತಿಯ ನೆರವು ನೀಡಬೇಕು. ಸಮಾಜದ ಪ್ರತಿಯೊಬ್ಬರೂ ಅರಣ್ಯ ಸಂಪತ್ತು ಕಾಪಾಡುವ ಹೊಣೆ ಹೊರಬೇಕು ಎಂದರು. <box>292 501 488 667</box>
photo-caption: ಮಾಜಿ ವಿಧಾನಸಭಾಧ್ಯಕ್ಷ ಕಾಗೋಡು ತಿಮ್ಮಪ್ಪ ಅವರ ಜನ್ಮದಿನದ ಅಂಗವಾಗಿ ಸಾಗರದ ರೋಟರಿ ರಕ್ತನಿಧಿ ಕೇಂದ್ರದಲ್ಲಿ ಕಾಗೋಡು ತಿಮ್ಮಪ್ಪ ಅವರ ಪುತ್ರಿ ಡಾ. ರಾಜನಂದಿನಿ ಕಾಗೋಡು 21ನೇ ಬಾರಿಗೆ ರಕ್ತದಾನ ಮಾಡಿದರು. ಕಾಗೋಡು ತಿಮ್ಮಪ್ಪ ಅವರ ಅಭಿಮಾನಿ ಬಳಗದ ಹಲವರು ಹಾಗೂ ಮಾಜಿ ನಗರಸಭೆ ಸದಸ್ಯ ವೆಂಕಟೇಶ್ ಮೆಳವರಿಗೆ ಸಹ ರಕ್ತದಾನ ಮಾಡಿದರು. <box>944 303 1294 337</box>
story-headline: ಹಿರಿಯ ನಾಗರಿಕರಿಗೆ ಸ್ಪರ್ಧೆ <box>85 1175 219 1194</box>
award-body: ಸಾಗರ: ತಾಲ್ಲೂಕು ಕನ್ನಡ ಸಾಹಿತ್ಯ ಪರಿಷತ್ ಅಧ್ಯಕ್ಷ ಹಾಗೂ ಶಿಕ್ಷಕ ವಿ.ಟಿ.ಸ್ವಾಮಿ ಅವರ ‘ಸಾಗರ ಸಂಪದ’ ಕೃತಿಗೆ ರಾಷ್ಟ್ರೀಯ ಪುರಸ್ಕಾರ ಲಭಿಸಿದೆ. ಹೈದರಾಬಾದ್‌ನ ಸಾಹಿತ್ಯ ಸಂಸ್ಥೆ ಕೊಡಮಾಡುವ ರಾಷ್ಟ್ರೀಯ ಪ್ರಶಸ್ತಿ ಇದಾಗಿದ್ದು ಸಾಹಿತ್ಯ ಕ್ಷೇತ್ರದಲ್ಲಿ ಸಲ್ಲಿಸಿದ ಸೇವೆಯನ್ನು ಪರಿಗಣಿಸಿ ನೀಡಲಾಗುತ್ತಿದೆ. ವಿ.ಟಿ.ಸ್ವಾಮಿ ಅವರು ಈವರೆಗೆ ಹಲವು ಕೃತಿಗಳನ್ನು ರಚಿಸಿದ್ದು ಶಿಕ್ಷಣ, ಸಾಹಿತ್ಯ ಮತ್ತು ಸಾಂಸ್ಕೃತಿಕ ಕ್ಷೇತ್ರಗಳಲ್ಲಿ ಸಕ್ರಿಯರಾಗಿದ್ದಾರೆ. ಪ್ರಶಸ್ತಿಯನ್ನು ಅಕ್ಟೋಬರ್‌ನಲ್ಲಿ ನಡೆಯುವ ಸಮಾರಂಭದಲ್ಲಿ ಪ್ರದಾನ ಮಾಡಲಾಗುವುದು. ಸಾಹಿತ್ಯ ಪರಿಷತ್ ಪದಾಧಿಕಾರಿಗಳು, ಶಿಕ್ಷಕರು ಹಾಗೂ ಸ್ನೇಹಿತರು ಅಭಿನಂದನೆ ಸಲ್ಲಿಸಿದ್ದಾರೆ. <box>700 125 930 226</box>
section-divider-accent <box>900 1580 1160 1588</box>
story-body: ಶಿವಮೊಗ್ಗ: ನಗರದ ಗಾಂಧಿ ಬಜಾರ್‌ನಲ್ಲಿರುವ ಶ್ರೀ ಕಾಳಿಕಾ ಪರಮೇಶ್ವರಿ ಕೋ-ಆಪರೇಟಿವ್ ಸೊಸೈಟಿಯ 2024-25ನೇ ಸಾಲಿನ ಸರ್ವಸದಸ್ಯರ ವಾರ್ಷಿಕ ಮಹಾಸಭೆಯು ಸೆ.13ರಂದು ಬೆಳಗ್ಗೆ 10.30ಕ್ಕೆ ಸಂಘದ ಸಭಾಂಗಣದಲ್ಲಿ ನಡೆಯಲಿದೆ. ಸಂಘದ ಅಧ್ಯಕ್ಷರು ಅಧ್ಯಕ್ಷತೆ ವಹಿಸಲಿದ್ದು ಎಲ್ಲಾ ಸದಸ್ಯರು ಹಾಜರಾಗಲು ಕೋರಲಾಗಿದೆ. ಮಾಹಿತಿಗೆ ದೂ.ನಂ.08182472509, 9481206644ನ್ನು ಸಂಪರ್ಕಿಸಬಹುದು. <box>30 703 274 778</box>
basava-kicker: ವಿವಿಧ ಕಾರ್ಯಕ್ರಮಗಳ ಆಯೋಜನೆ | ಸಮಾರಂಭದಲ್ಲಿ ವಿವಿಧ ಮಠಾಧೀಶರು, ಗಣ್ಯರು ಭಾಗಿ <box>30 1594 463 1612</box>
teachers-photo <box>900 1320 1100 1470</box>
story-body: ಶಿವಮೊಗ್ಗ: ಉಪಮುಖ್ಯಮಂತ್ರಿ ಡಿ.ಕೆ. ಶಿವಕುಮಾರ್ ಸೆ.12 ರಂದು ಮ.1.30ಕ್ಕೆ ಜಿಲ್ಲೆಗೆ ಆಗಮಿಸಲಿದ್ದು, ಜಲಸಂಪನ್ಮೂಲ ಇಲಾಖೆಯ ಕಾಮಗಾರಿಗಳನ್ನು ವೀಕ್ಷಿಸಲಿದ್ದಾರೆ. ಬಳಿಕ ನಗರದಲ್ಲಿ ನಡೆಯುವ ಸಭೆಯಲ್ಲಿ ಪಾಲ್ಗೊಂಡು ಮಾತನಾಡಲಿದ್ದಾರೆ. <box>30 1483 274 1519</box>
kirusuddi-logo-text: ಕಿರುಸುದ್ದಿ <box>94 106 158 131</box>
paper-name: ಹೊಸದಿಗಂತ <box>1036 12 1158 47</box>
story-headline: ನಾಳೆ ಕಾಳಿಕಾ ಸೊಸೈಟಿ ಸರ್ವಸದಸ್ಯರ ಮಹಾಸಭೆ <box>32 657 272 676</box>
banjara-headline: ಬಂಜಾರ ಸಮಾಜದಿಂದ ಇಂದಿನಿಂದ ಧರಣಿ <box>780 1602 1124 1632</box>
issue-date: 12 ಸೆಪ್ಟೆಂಬರ್ 2025 <box>70 32 164 46</box>
